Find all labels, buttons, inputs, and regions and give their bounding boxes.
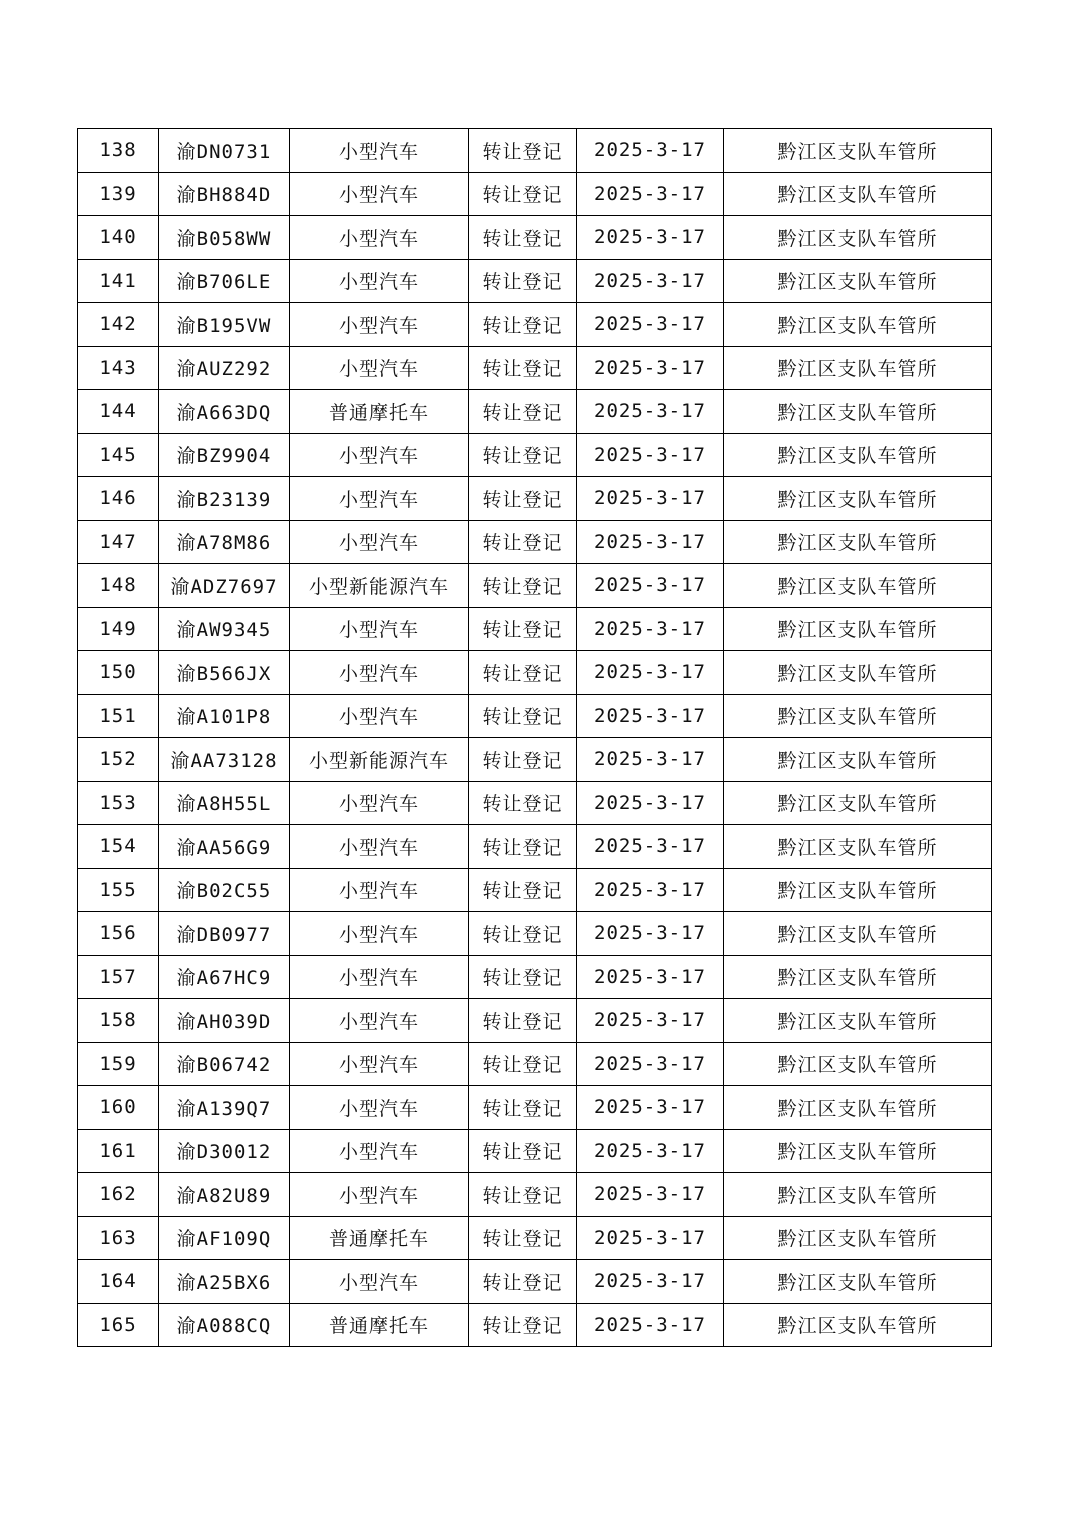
cell-office: 黔江区支队车管所 [724,651,992,695]
cell-vehicle-type: 小型汽车 [290,1173,469,1217]
cell-office: 黔江区支队车管所 [724,955,992,999]
cell-plate-number: 渝A67HC9 [159,955,290,999]
cell-plate-number: 渝A78M86 [159,520,290,564]
cell-vehicle-type: 小型汽车 [290,259,469,303]
cell-plate-number: 渝AF109Q [159,1216,290,1260]
cell-vehicle-type: 普通摩托车 [290,1216,469,1260]
table-row [78,477,992,521]
cell-vehicle-type: 小型汽车 [290,651,469,695]
cell-date: 2025-3-17 [577,172,724,216]
cell-business-type: 转让登记 [469,999,577,1043]
table-row [78,738,992,782]
table-row [78,912,992,956]
cell-business-type: 转让登记 [469,129,577,173]
cell-plate-number: 渝BZ9904 [159,433,290,477]
cell-plate-number: 渝AA56G9 [159,825,290,869]
cell-plate-number: 渝B23139 [159,477,290,521]
cell-vehicle-type: 小型汽车 [290,1260,469,1304]
cell-serial-number: 151 [78,694,159,738]
table-row [78,303,992,347]
cell-serial-number: 150 [78,651,159,695]
cell-business-type: 转让登记 [469,1260,577,1304]
cell-serial-number: 147 [78,520,159,564]
cell-plate-number: 渝A101P8 [159,694,290,738]
cell-plate-number: 渝B195VW [159,303,290,347]
cell-date: 2025-3-17 [577,955,724,999]
cell-plate-number: 渝ADZ7697 [159,564,290,608]
cell-business-type: 转让登记 [469,955,577,999]
table-row [78,955,992,999]
cell-date: 2025-3-17 [577,1303,724,1347]
cell-serial-number: 156 [78,912,159,956]
cell-serial-number: 154 [78,825,159,869]
table-row [78,520,992,564]
cell-date: 2025-3-17 [577,477,724,521]
cell-vehicle-type: 小型汽车 [290,955,469,999]
cell-office: 黔江区支队车管所 [724,1303,992,1347]
cell-vehicle-type: 小型汽车 [290,216,469,260]
table-row [78,1260,992,1304]
cell-business-type: 转让登记 [469,520,577,564]
cell-date: 2025-3-17 [577,1173,724,1217]
cell-plate-number: 渝A25BX6 [159,1260,290,1304]
table-body [78,129,992,1347]
table-row [78,216,992,260]
cell-plate-number: 渝A088CQ [159,1303,290,1347]
table-row [78,1086,992,1130]
cell-date: 2025-3-17 [577,607,724,651]
cell-plate-number: 渝AH039D [159,999,290,1043]
cell-plate-number: 渝B06742 [159,1042,290,1086]
cell-business-type: 转让登记 [469,303,577,347]
table-row [78,1216,992,1260]
table-row [78,1042,992,1086]
cell-office: 黔江区支队车管所 [724,346,992,390]
cell-plate-number: 渝DN0731 [159,129,290,173]
cell-office: 黔江区支队车管所 [724,172,992,216]
cell-date: 2025-3-17 [577,1216,724,1260]
table-row [78,259,992,303]
table-row [78,346,992,390]
cell-date: 2025-3-17 [577,1260,724,1304]
cell-office: 黔江区支队车管所 [724,1129,992,1173]
cell-serial-number: 164 [78,1260,159,1304]
cell-date: 2025-3-17 [577,1129,724,1173]
cell-business-type: 转让登记 [469,216,577,260]
cell-serial-number: 162 [78,1173,159,1217]
cell-office: 黔江区支队车管所 [724,390,992,434]
cell-business-type: 转让登记 [469,259,577,303]
cell-business-type: 转让登记 [469,694,577,738]
cell-plate-number: 渝AUZ292 [159,346,290,390]
cell-vehicle-type: 小型汽车 [290,607,469,651]
cell-plate-number: 渝A139Q7 [159,1086,290,1130]
cell-serial-number: 165 [78,1303,159,1347]
cell-business-type: 转让登记 [469,1129,577,1173]
cell-business-type: 转让登记 [469,346,577,390]
cell-office: 黔江区支队车管所 [724,477,992,521]
cell-date: 2025-3-17 [577,129,724,173]
table-row [78,172,992,216]
cell-business-type: 转让登记 [469,1086,577,1130]
cell-office: 黔江区支队车管所 [724,1260,992,1304]
table-row [78,781,992,825]
table-row [78,825,992,869]
cell-office: 黔江区支队车管所 [724,564,992,608]
cell-serial-number: 144 [78,390,159,434]
table-row [78,694,992,738]
cell-business-type: 转让登记 [469,477,577,521]
table-row [78,1129,992,1173]
cell-serial-number: 143 [78,346,159,390]
cell-plate-number: 渝AA73128 [159,738,290,782]
cell-date: 2025-3-17 [577,216,724,260]
cell-office: 黔江区支队车管所 [724,912,992,956]
cell-vehicle-type: 小型汽车 [290,1086,469,1130]
cell-vehicle-type: 小型汽车 [290,129,469,173]
cell-serial-number: 160 [78,1086,159,1130]
cell-office: 黔江区支队车管所 [724,129,992,173]
cell-date: 2025-3-17 [577,303,724,347]
cell-date: 2025-3-17 [577,912,724,956]
cell-vehicle-type: 小型汽车 [290,781,469,825]
cell-serial-number: 155 [78,868,159,912]
cell-date: 2025-3-17 [577,781,724,825]
cell-plate-number: 渝B058WW [159,216,290,260]
cell-serial-number: 140 [78,216,159,260]
cell-business-type: 转让登记 [469,825,577,869]
table-row [78,607,992,651]
table-row [78,999,992,1043]
cell-office: 黔江区支队车管所 [724,607,992,651]
cell-office: 黔江区支队车管所 [724,825,992,869]
cell-business-type: 转让登记 [469,1042,577,1086]
cell-serial-number: 153 [78,781,159,825]
cell-vehicle-type: 小型汽车 [290,303,469,347]
cell-business-type: 转让登记 [469,1173,577,1217]
cell-vehicle-type: 小型汽车 [290,477,469,521]
cell-business-type: 转让登记 [469,738,577,782]
cell-office: 黔江区支队车管所 [724,868,992,912]
table-row [78,1173,992,1217]
table-row [78,433,992,477]
table-row [78,868,992,912]
cell-business-type: 转让登记 [469,172,577,216]
cell-office: 黔江区支队车管所 [724,520,992,564]
cell-vehicle-type: 小型汽车 [290,172,469,216]
cell-business-type: 转让登记 [469,1303,577,1347]
cell-vehicle-type: 小型汽车 [290,520,469,564]
cell-plate-number: 渝B02C55 [159,868,290,912]
table-row [78,651,992,695]
cell-serial-number: 159 [78,1042,159,1086]
cell-serial-number: 139 [78,172,159,216]
cell-vehicle-type: 小型汽车 [290,868,469,912]
cell-business-type: 转让登记 [469,607,577,651]
cell-office: 黔江区支队车管所 [724,781,992,825]
cell-date: 2025-3-17 [577,259,724,303]
cell-plate-number: 渝A82U89 [159,1173,290,1217]
cell-vehicle-type: 小型新能源汽车 [290,564,469,608]
cell-business-type: 转让登记 [469,433,577,477]
cell-date: 2025-3-17 [577,520,724,564]
cell-vehicle-type: 小型汽车 [290,1042,469,1086]
cell-vehicle-type: 小型汽车 [290,433,469,477]
vehicle-registration-table [77,128,992,1347]
cell-vehicle-type: 小型汽车 [290,694,469,738]
cell-plate-number: 渝BH884D [159,172,290,216]
cell-business-type: 转让登记 [469,868,577,912]
cell-office: 黔江区支队车管所 [724,1042,992,1086]
cell-date: 2025-3-17 [577,825,724,869]
cell-business-type: 转让登记 [469,651,577,695]
cell-date: 2025-3-17 [577,738,724,782]
cell-vehicle-type: 小型新能源汽车 [290,738,469,782]
cell-business-type: 转让登记 [469,912,577,956]
table-row [78,129,992,173]
cell-office: 黔江区支队车管所 [724,1086,992,1130]
cell-plate-number: 渝B566JX [159,651,290,695]
cell-serial-number: 163 [78,1216,159,1260]
cell-serial-number: 161 [78,1129,159,1173]
cell-business-type: 转让登记 [469,390,577,434]
cell-serial-number: 158 [78,999,159,1043]
table-row [78,1303,992,1347]
cell-business-type: 转让登记 [469,564,577,608]
cell-date: 2025-3-17 [577,999,724,1043]
cell-business-type: 转让登记 [469,781,577,825]
cell-serial-number: 157 [78,955,159,999]
cell-serial-number: 149 [78,607,159,651]
cell-office: 黔江区支队车管所 [724,1216,992,1260]
cell-vehicle-type: 普通摩托车 [290,390,469,434]
cell-plate-number: 渝B706LE [159,259,290,303]
cell-date: 2025-3-17 [577,651,724,695]
cell-vehicle-type: 小型汽车 [290,1129,469,1173]
cell-plate-number: 渝A8H55L [159,781,290,825]
cell-date: 2025-3-17 [577,1042,724,1086]
cell-serial-number: 146 [78,477,159,521]
cell-serial-number: 145 [78,433,159,477]
cell-date: 2025-3-17 [577,346,724,390]
cell-office: 黔江区支队车管所 [724,738,992,782]
cell-office: 黔江区支队车管所 [724,1173,992,1217]
cell-date: 2025-3-17 [577,694,724,738]
cell-date: 2025-3-17 [577,390,724,434]
cell-serial-number: 142 [78,303,159,347]
cell-date: 2025-3-17 [577,433,724,477]
cell-vehicle-type: 小型汽车 [290,346,469,390]
cell-plate-number: 渝D30012 [159,1129,290,1173]
cell-office: 黔江区支队车管所 [724,216,992,260]
cell-office: 黔江区支队车管所 [724,259,992,303]
cell-office: 黔江区支队车管所 [724,433,992,477]
cell-serial-number: 152 [78,738,159,782]
cell-date: 2025-3-17 [577,868,724,912]
cell-vehicle-type: 小型汽车 [290,912,469,956]
cell-plate-number: 渝AW9345 [159,607,290,651]
cell-serial-number: 141 [78,259,159,303]
cell-plate-number: 渝A663DQ [159,390,290,434]
cell-vehicle-type: 小型汽车 [290,825,469,869]
cell-vehicle-type: 普通摩托车 [290,1303,469,1347]
cell-date: 2025-3-17 [577,1086,724,1130]
cell-business-type: 转让登记 [469,1216,577,1260]
cell-serial-number: 148 [78,564,159,608]
cell-office: 黔江区支队车管所 [724,694,992,738]
cell-date: 2025-3-17 [577,564,724,608]
table-row [78,390,992,434]
cell-serial-number: 138 [78,129,159,173]
table-row [78,564,992,608]
cell-plate-number: 渝DB0977 [159,912,290,956]
cell-office: 黔江区支队车管所 [724,999,992,1043]
cell-office: 黔江区支队车管所 [724,303,992,347]
cell-vehicle-type: 小型汽车 [290,999,469,1043]
